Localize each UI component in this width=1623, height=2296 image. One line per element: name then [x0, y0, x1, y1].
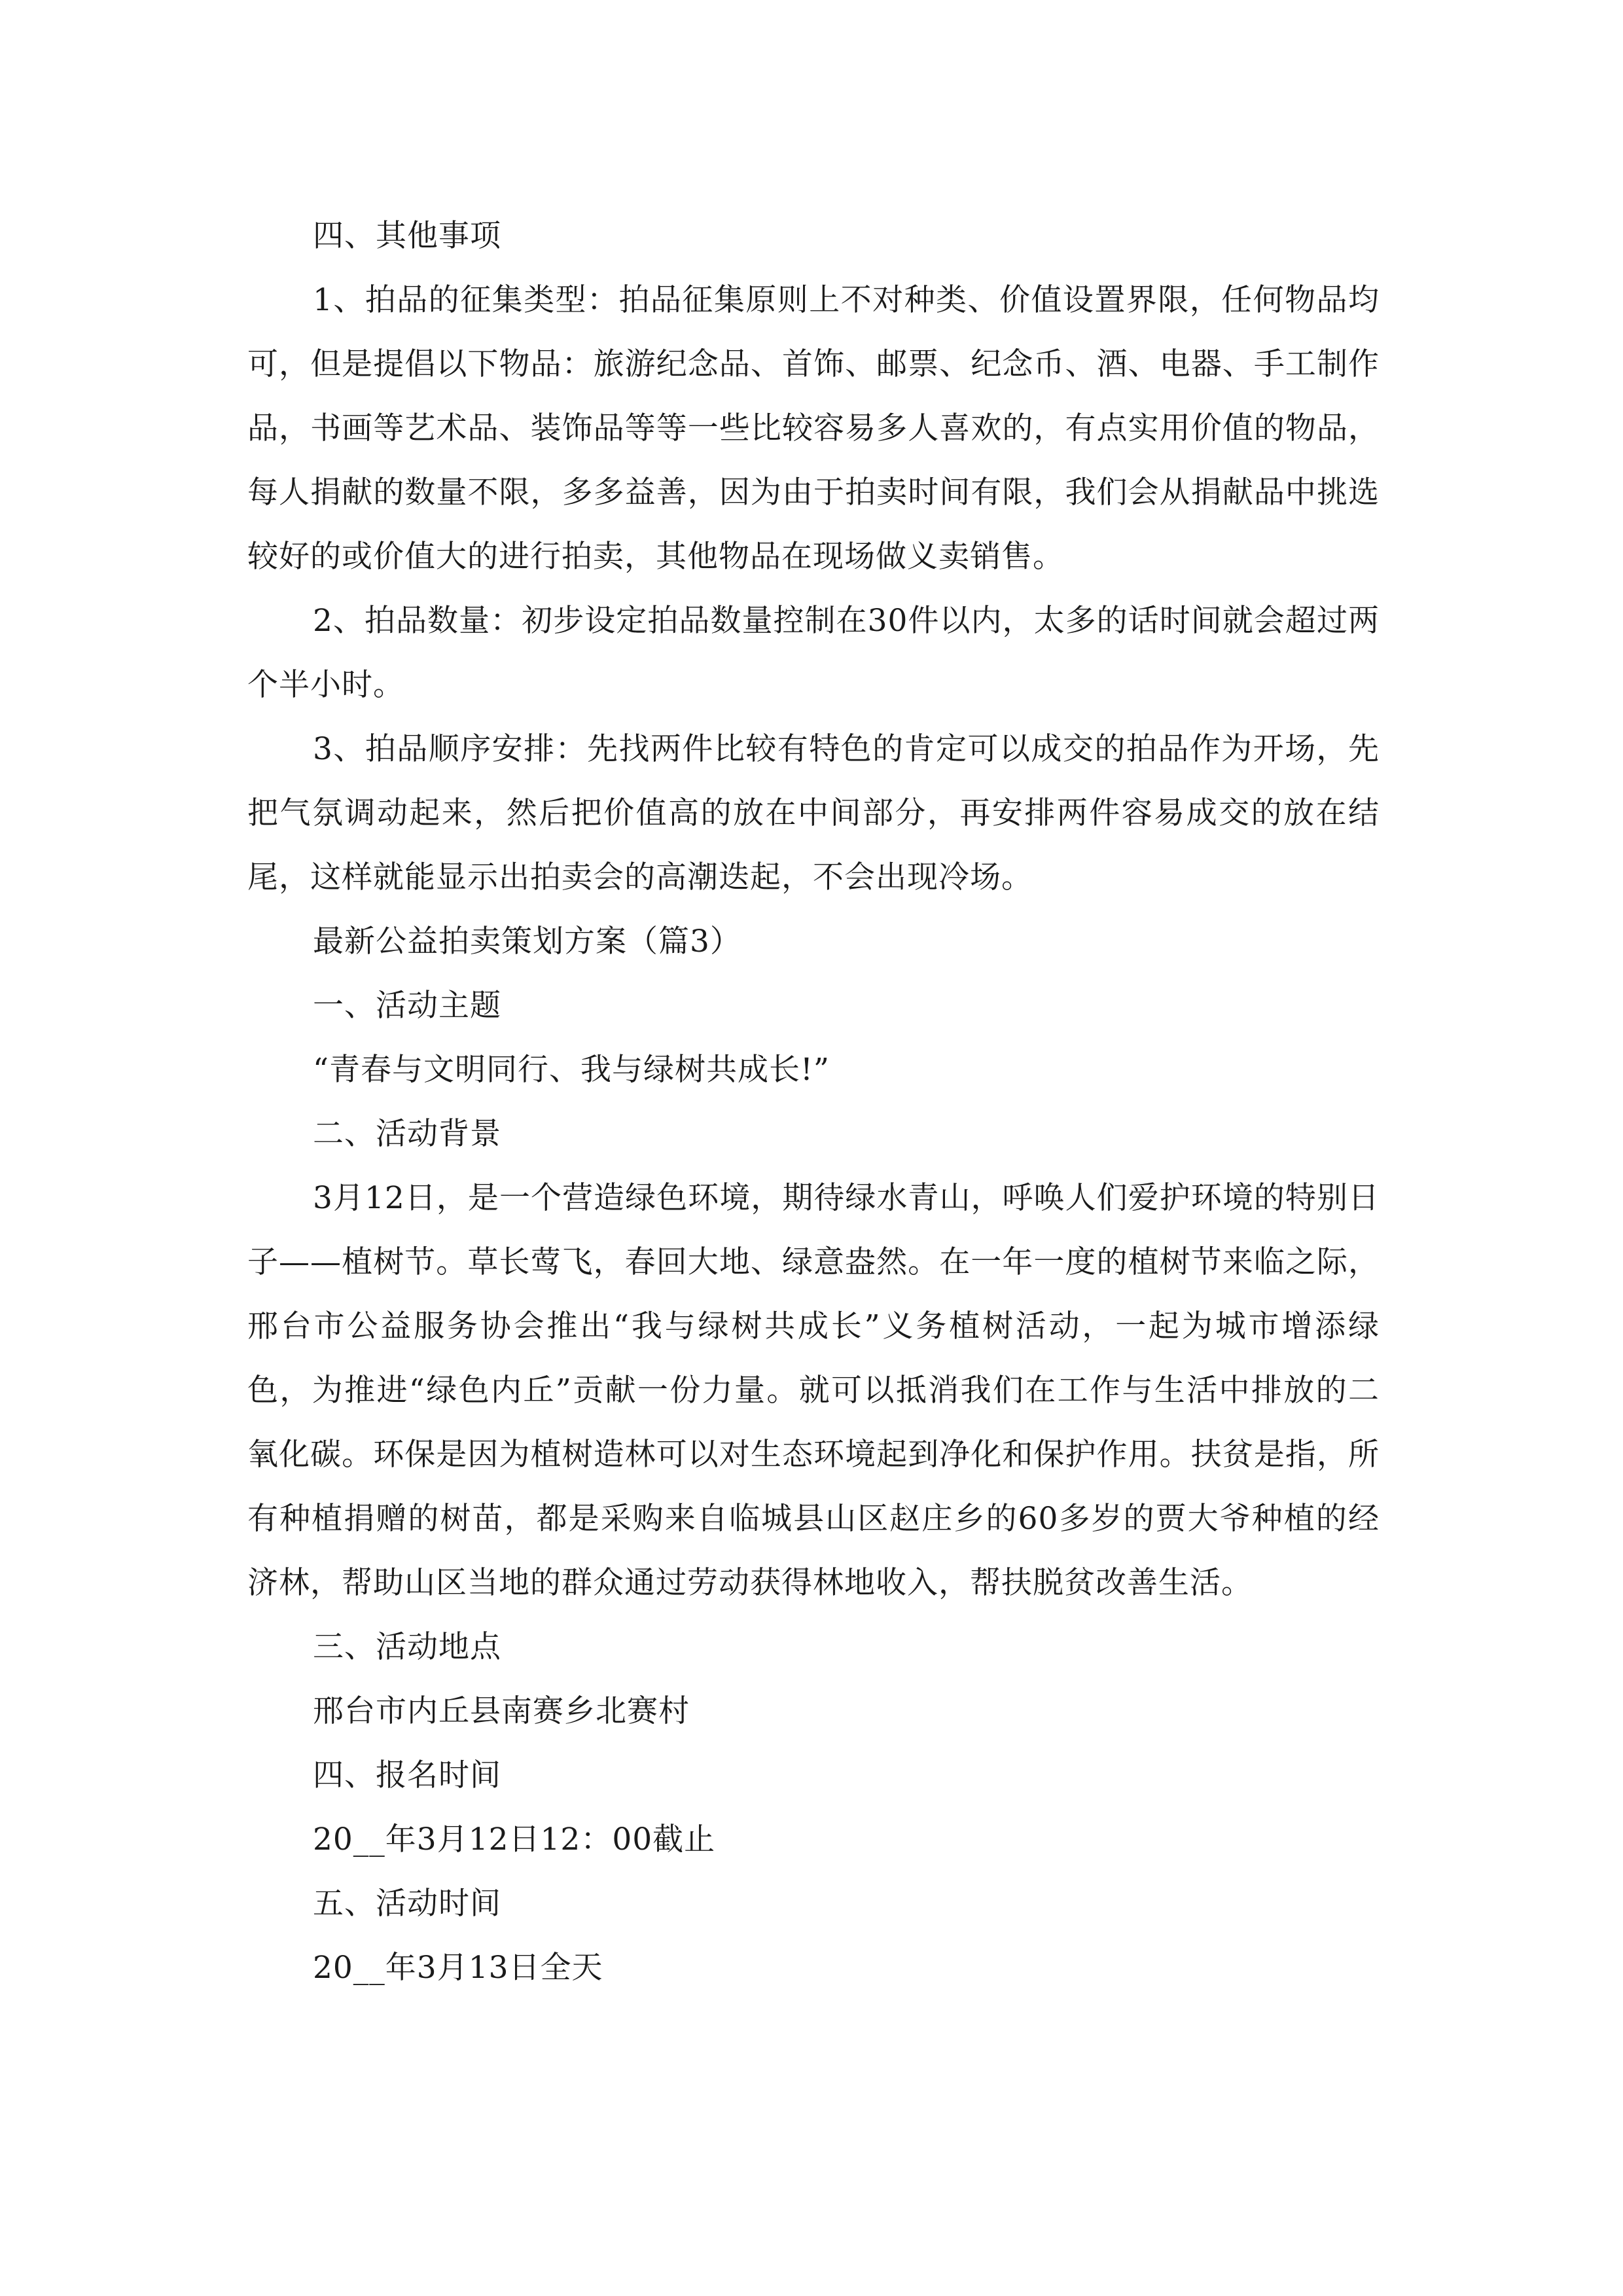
plan-title-part-3: 最新公益拍卖策划方案（篇3）	[313, 924, 741, 960]
section-heading-theme: 一、活动主题	[313, 988, 501, 1024]
paragraph-item-quantity: 2、拍品数量：初步设定拍品数量控制在30件以内，太多的话时间就会超过两个半小时。	[247, 603, 1380, 703]
section-heading-event-time: 五、活动时间	[313, 1886, 501, 1922]
paragraph-item-order: 3、拍品顺序安排：先找两件比较有特色的肯定可以成交的拍品作为开场，先把气氛调动起来，然后把价值高的放在中间部分，再安排两件容易成交的放在结尾，这样就能显示出拍卖会的高潮迭起，不会出现冷场。	[247, 731, 1380, 895]
section-heading-other-matters: 四、其他事项	[313, 218, 501, 254]
section-heading-location: 三、活动地点	[313, 1629, 501, 1665]
paragraph-collection-type: 1、拍品的征集类型：拍品征集原则上不对种类、价值设置界限，任何物品均可，但是提倡以下物品：旅游纪念品、首饰、邮票、纪念币、酒、电器、手工制作品，书画等艺术品、装饰品等等一些比较容易多人喜欢的，有点实用价值的物品，每人捐献的数量不限，多多益善，因为由于拍卖时间有限，我们会从捐献品中挑选较好的或价值大的进行拍卖，其他物品在现场做义卖销售。	[247, 282, 1380, 575]
paragraph-location: 邢台市内丘县南赛乡北赛村	[313, 1693, 690, 1729]
paragraph-theme-slogan: “青春与文明同行、我与绿树共成长!”	[313, 1052, 830, 1088]
paragraph-background: 3月12日，是一个营造绿色环境，期待绿水青山，呼唤人们爱护环境的特别日子——植树节。草长莺飞，春回大地、绿意盎然。在一年一度的植树节来临之际，邢台市公益服务协会推出“我与绿树共成长”义务植树活动，一起为城市增添绿色，为推进“绿色内丘”贡献一份力量。就可以抵消我们在工作与生活中排放的二氧化碳。环保是因为植树造林可以对生态环境起到净化和保护作用。扶贫是指，所有种植捐赠的树苗，都是采购来自临城县山区赵庄乡的60多岁的贾大爷种植的经济林，帮助山区当地的群众通过劳动获得林地收入，帮扶脱贫改善生活。	[247, 1180, 1380, 1601]
paragraph-event-time: 20__年3月13日全天	[313, 1950, 603, 1986]
paragraph-registration-time: 20__年3月12日12：00截止	[313, 1821, 716, 1857]
document-body	[247, 204, 1380, 2000]
section-heading-registration-time: 四、报名时间	[313, 1757, 501, 1793]
section-heading-background: 二、活动背景	[313, 1116, 501, 1152]
